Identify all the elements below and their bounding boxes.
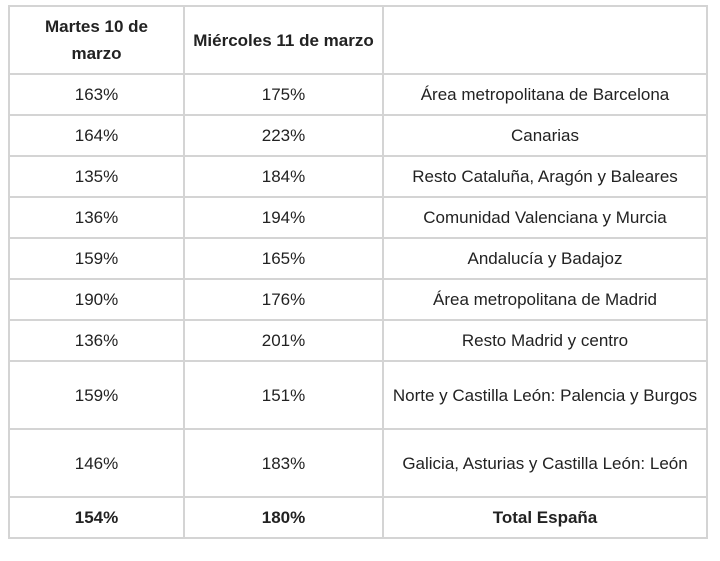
cell-region: Resto Cataluña, Aragón y Baleares bbox=[383, 156, 707, 197]
cell-wednesday: 194% bbox=[184, 197, 383, 238]
cell-tuesday: 146% bbox=[9, 429, 184, 497]
table-row bbox=[9, 429, 707, 497]
cell-tuesday: 136% bbox=[9, 320, 184, 361]
table-total-row bbox=[9, 497, 707, 538]
cell-tuesday: 135% bbox=[9, 156, 184, 197]
cell-region: Andalucía y Badajoz bbox=[383, 238, 707, 279]
header-wednesday: Miércoles 11 de marzo bbox=[184, 6, 383, 74]
cell-wednesday: 183% bbox=[184, 429, 383, 497]
table-row bbox=[9, 197, 707, 238]
cell-region: Resto Madrid y centro bbox=[383, 320, 707, 361]
total-tuesday: 154% bbox=[9, 497, 184, 538]
cell-tuesday: 159% bbox=[9, 361, 184, 429]
table-row bbox=[9, 115, 707, 156]
table-row bbox=[9, 320, 707, 361]
cell-wednesday: 223% bbox=[184, 115, 383, 156]
cell-tuesday: 159% bbox=[9, 238, 184, 279]
regional-percentage-table bbox=[8, 5, 708, 539]
cell-region: Comunidad Valenciana y Murcia bbox=[383, 197, 707, 238]
header-region bbox=[383, 6, 707, 74]
cell-region: Galicia, Asturias y Castilla León: León bbox=[383, 429, 707, 497]
total-wednesday: 180% bbox=[184, 497, 383, 538]
total-region: Total España bbox=[383, 497, 707, 538]
table-row bbox=[9, 156, 707, 197]
header-tuesday: Martes 10 de marzo bbox=[9, 6, 184, 74]
cell-wednesday: 184% bbox=[184, 156, 383, 197]
table-row bbox=[9, 279, 707, 320]
table-row bbox=[9, 238, 707, 279]
cell-region: Área metropolitana de Madrid bbox=[383, 279, 707, 320]
data-table-container bbox=[8, 5, 708, 539]
cell-region: Canarias bbox=[383, 115, 707, 156]
cell-region: Norte y Castilla León: Palencia y Burgos bbox=[383, 361, 707, 429]
cell-tuesday: 163% bbox=[9, 74, 184, 115]
cell-tuesday: 136% bbox=[9, 197, 184, 238]
cell-wednesday: 165% bbox=[184, 238, 383, 279]
cell-wednesday: 176% bbox=[184, 279, 383, 320]
cell-tuesday: 190% bbox=[9, 279, 184, 320]
table-row bbox=[9, 74, 707, 115]
table-header-row bbox=[9, 6, 707, 74]
cell-wednesday: 175% bbox=[184, 74, 383, 115]
cell-wednesday: 151% bbox=[184, 361, 383, 429]
cell-wednesday: 201% bbox=[184, 320, 383, 361]
table-row bbox=[9, 361, 707, 429]
cell-region: Área metropolitana de Barcelona bbox=[383, 74, 707, 115]
cell-tuesday: 164% bbox=[9, 115, 184, 156]
